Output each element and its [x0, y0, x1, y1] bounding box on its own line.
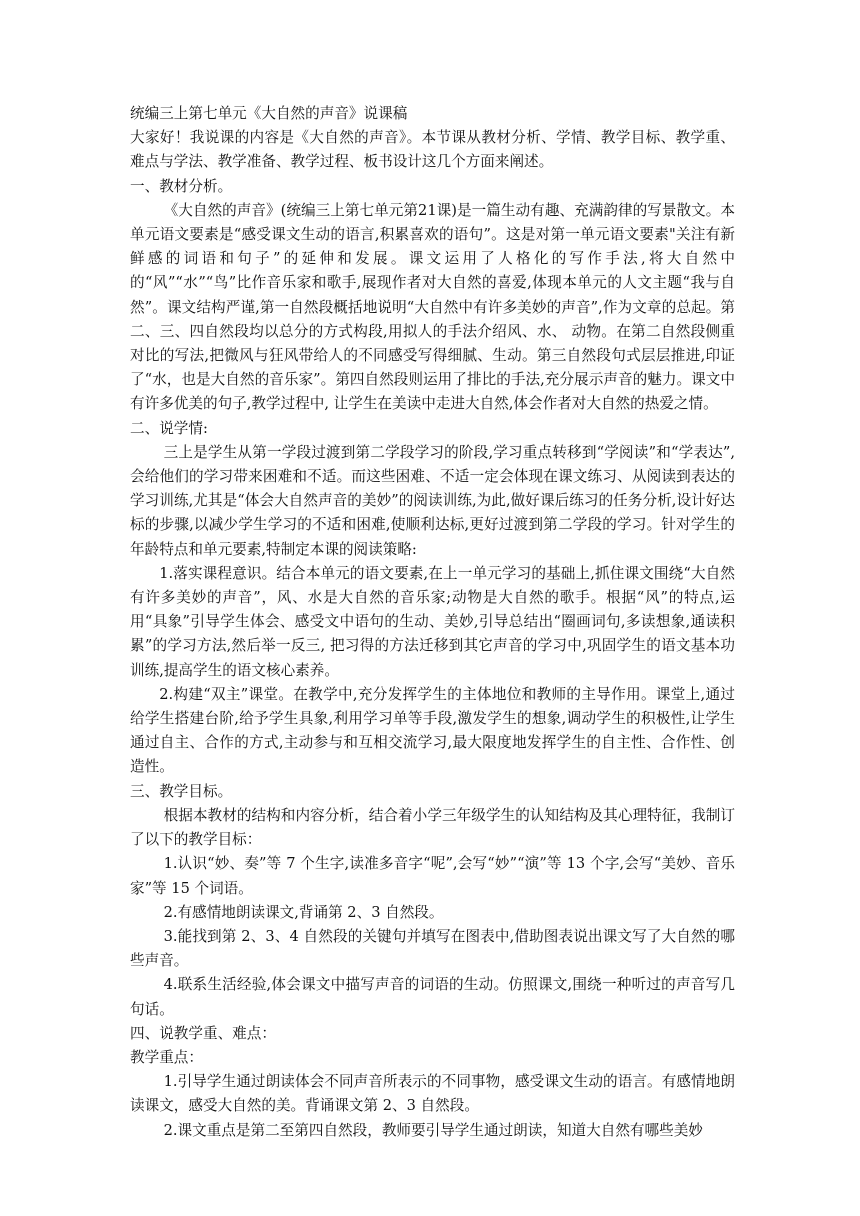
teaching-goal-4: 4.联系生活经验,体会课文中描写声音的词语的生动。仿照课文,围绕一种听过的声音写几句话。: [130, 976, 735, 1018]
student-analysis-paragraph: 三上是学生从第一学段过渡到第二学段学习的阶段,学习重点转移到“学阅读”和“学表达”,会给他们的学习带来困难和不适。而这些困难、不适一定会体现在课文练习、从阅读到表达的学习训练,尤其是“体会大自然声音的美妙”的阅读训练,为此,做好课后练习的任务分析,设计好达标的步骤,以减少学生学习的不适和困难,使顺利达标,更好过渡到第二学段的学习。针对学生的年龄特点和单元要素,特制定本课的阅读策略:: [130, 443, 735, 558]
document-title: 统编三上第七单元《大自然的声音》说课稿: [130, 105, 408, 122]
document-page: [130, 102, 735, 1143]
key-point-1: 1.引导学生通过朗读体会不同声音所表示的不同事物，感受课文生动的语言。有感情地朗读课文，感受大自然的美。背诵课文第 2、3 自然段。: [130, 1073, 735, 1115]
section-heading-teaching-goals: 三、教学目标。: [130, 782, 233, 800]
section-heading-textbook-analysis: 一、教材分析。: [130, 177, 233, 195]
key-points-subheading: 教学重点：: [130, 1048, 203, 1066]
teaching-goals-intro: 根据本教材的结构和内容分析，结合着小学三年级学生的认知结构及其心理特征，我制订了以下的教学目标：: [130, 806, 735, 849]
strategy-paragraph-2: 2.构建“双主”课堂。在教学中,充分发挥学生的主体地位和教师的主导作用。课堂上,通过给学生搭建台阶,给予学生具象,利用学习单等手段,激发学生的想象,调动学生的积极性,让学生通过自主、合作的方式,主动参与和互相交流学习,最大限度地发挥学生的自主性、合作性、创造性。: [130, 685, 735, 776]
key-point-2: 2.课文重点是第二至第四自然段，教师要引导学生通过朗读，知道大自然有哪些美妙: [163, 1121, 703, 1139]
intro-paragraph: 大家好！我说课的内容是《大自然的声音》。本节课从教材分析、学情、教学目标、教学重、难点与学法、教学准备、教学过程、板书设计这几个方面来阐述。: [130, 129, 735, 171]
section-heading-student-analysis: 二、说学情:: [130, 419, 208, 437]
strategy-paragraph-1: 1.落实课程意识。结合本单元的语文要素,在上一单元学习的基础上,抓住课文围绕“大自然有许多美妙的声音”，风、水是大自然的音乐家;动物是大自然的歌手。根据“风”的特点,运用“具象”引导学生体会、感受文中语句的生动、美妙,引导总结出“圈画词句,多读想象,通读积累”的学习方法,然后举一反三, 把习得的方法迁移到其它声音的学习中,巩固学生的语文基本功训练,提高学生的语文核心素养。: [130, 564, 735, 679]
teaching-goal-3: 3.能找到第 2、3、4 自然段的关键句并填写在图表中,借助图表说出课文写了大自然的哪些声音。: [130, 927, 735, 970]
teaching-goal-1: 1.认识“妙、奏”等 7 个生字,读准多音字“呢”,会写“妙”“演”等 13 个字,会写“美妙、音乐家”等 15 个词语。: [130, 855, 735, 897]
section-heading-key-points: 四、说教学重、难点：: [130, 1024, 276, 1042]
teaching-goal-2: 2.有感情地朗读课文,背诵第 2、3 自然段。: [163, 903, 444, 921]
textbook-analysis-paragraph: 《大自然的声音》(统编三上第七单元第21课)是一篇生动有趣、充满韵律的写景散文。本单元语文要素是“感受课文生动的语言,积累喜欢的语句”。这是对第一单元语文要素"关注有新鲜感的词语和句子”的延伸和发展。课文运用了人格化的写作手法,将大自然中的“风”“水”“鸟”比作音乐家和歌手,展现作者对大自然的喜爱,体现本单元的人文主题“我与自然”。课文结构严谨,第一自然段概括地说明“大自然中有许多美妙的声音”,作为文章的总起。第二、三、四自然段均以总分的方式构段,用拟人的手法介绍风、水、 动物。在第二自然段侧重对比的写法,把微风与狂风带给人的不同感受写得细腻、生动。第三自然段句式层层推进,印证了“水，也是大自然的音乐家”。第四自然段则运用了排比的手法,充分展示声音的魅力。课文中有许多优美的句子,教学过程中, 让学生在美读中走进大自然,体会作者对大自然的热爱之情。: [130, 201, 735, 413]
